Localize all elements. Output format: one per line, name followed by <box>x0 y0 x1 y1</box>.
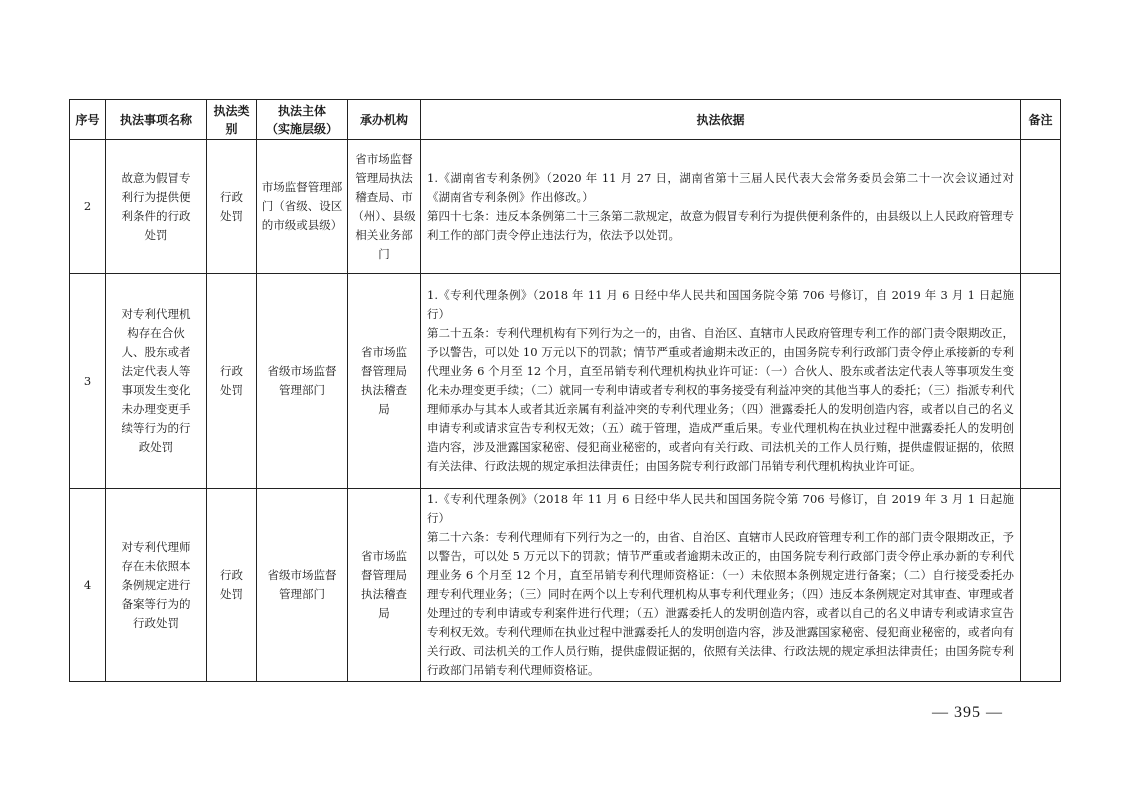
page-number: — 395 — <box>932 704 1003 721</box>
basis-article: 第二十五条：专利代理机构有下列行为之一的，由省、自治区、直辖市人民政府管理专利工作的部门责令限期改正，予以警告，可以处 10 万元以下的罚款；情节严重或者逾期未改正的，由国务院专利行政部门责令停止承接新的专利代理业务 6 个月至 12 个月，直至吊销专利代理机构执业许可证：（一）合伙人、股东或者法定代表人等事项发生变化未办理变更手续；（二）就同一专利申请或者专利权的事务接受有利益冲突的其他当事人的委托；（三）指派专利代理师承办与其本人或者其近亲属有利益冲突的专利代理业务；（四）泄露委托人的发明创造内容，或者以自己的名义申请专利或请求宣告专利权无效；（五）疏于管理，造成严重后果。专业代理机构在执业过程中泄露委托人的发明创造内容，涉及泄露国家秘密、侵犯商业秘密的，或者向有关行政、司法机关的工作人员行贿，提供虚假证据的，依照有关法律、行政法规的规定承担法律责任；由国务院专利行政部门吊销专利代理机构执业许可证。 <box>427 326 1014 473</box>
cell-no: 4 <box>70 489 106 682</box>
header-name: 执法事项名称 <box>106 100 207 140</box>
table-row <box>70 274 1061 489</box>
table-row <box>70 489 1061 682</box>
cell-remark <box>1021 489 1061 682</box>
cell-basis <box>421 140 1021 274</box>
cell-remark <box>1021 274 1061 489</box>
cell-no: 3 <box>70 274 106 489</box>
header-subject <box>257 100 348 140</box>
cell-name: 对专利代理机构存在合伙人、股东或者法定代表人等事项发生变化未办理变更手续等行为的行政处罚 <box>106 274 207 489</box>
header-category: 执法类别 <box>207 100 257 140</box>
basis-source: 1.《专利代理条例》（2018 年 11 月 6 日经中华人民共和国国务院令第 706 号修订，自 2019 年 3 月 1 日起施行） <box>427 492 1014 525</box>
cell-agency: 省市场监督管理局执法稽查局 <box>348 274 421 489</box>
cell-basis <box>421 489 1021 682</box>
basis-article: 第四十七条：违反本条例第二十三条第二款规定，故意为假冒专利行为提供便利条件的，由县级以上人民政府管理专利工作的部门责令停止违法行为，依法予以处罚。 <box>427 208 1014 242</box>
basis-article: 第二十六条：专利代理师有下列行为之一的，由省、自治区、直辖市人民政府管理专利工作的部门责令限期改正，予以警告，可以处 5 万元以下的罚款；情节严重或者逾期未改正的，由国务院专利行政部门责令停止承办新的专利代理业务 6 个月至 12 个月，直至吊销专利代理师资格证：（一）未依照本条例规定进行备案；（二）自行接受委托办理专利代理业务；（三）同时在两个以上专利代理机构从事专利代理业务；（四）违反本条例规定对其审查、审理或者处理过的专利申请或专利案件进行代理；（五）泄露委托人的发明创造内容，或者以自己的名义申请专利或请求宣告专利权无效。专利代理师在执业过程中泄露委托人的发明创造内容，涉及泄露国家秘密、侵犯商业秘密的，或者向有关行政、司法机关的工作人员行贿，提供虚假证据的，依照有关法律、行政法规的规定承担法律责任；由国务院专利行政部门吊销专利代理师资格证。 <box>427 530 1014 677</box>
cell-category: 行政处罚 <box>207 274 257 489</box>
basis-source: 1.《湖南省专利条例》（2020 年 11 月 27 日，湖南省第十三届人民代表大会常务委员会第二十一次会议通过对《湖南省专利条例》作出修改。） <box>427 170 1014 204</box>
basis-source: 1.《专利代理条例》（2018 年 11 月 6 日经中华人民共和国国务院令第 706 号修订，自 2019 年 3 月 1 日起施行） <box>427 288 1014 321</box>
table-row <box>70 140 1061 274</box>
cell-name: 故意为假冒专利行为提供便利条件的行政处罚 <box>106 140 207 274</box>
cell-agency: 省市场监督管理局执法稽查局 <box>348 489 421 682</box>
cell-name: 对专利代理师存在未依照本条例规定进行备案等行为的行政处罚 <box>106 489 207 682</box>
header-agency: 承办机构 <box>348 100 421 140</box>
header-no: 序号 <box>70 100 106 140</box>
header-subject-line2: （实施层级） <box>265 121 338 136</box>
cell-subject: 市场监督管理部门（省级、设区的市级或县级） <box>257 140 348 274</box>
cell-remark <box>1021 140 1061 274</box>
cell-basis <box>421 274 1021 489</box>
cell-agency: 省市场监督管理局执法稽查局、市（州）、县级相关业务部门 <box>348 140 421 274</box>
header-subject-line1: 执法主体 <box>277 103 326 118</box>
cell-category: 行政处罚 <box>207 489 257 682</box>
table-header-row <box>70 100 1061 140</box>
enforcement-items-table <box>69 99 1061 682</box>
header-basis: 执法依据 <box>421 100 1021 140</box>
cell-subject: 省级市场监督管理部门 <box>257 274 348 489</box>
cell-no: 2 <box>70 140 106 274</box>
cell-subject: 省级市场监督管理部门 <box>257 489 348 682</box>
header-remark: 备注 <box>1021 100 1061 140</box>
cell-category: 行政处罚 <box>207 140 257 274</box>
